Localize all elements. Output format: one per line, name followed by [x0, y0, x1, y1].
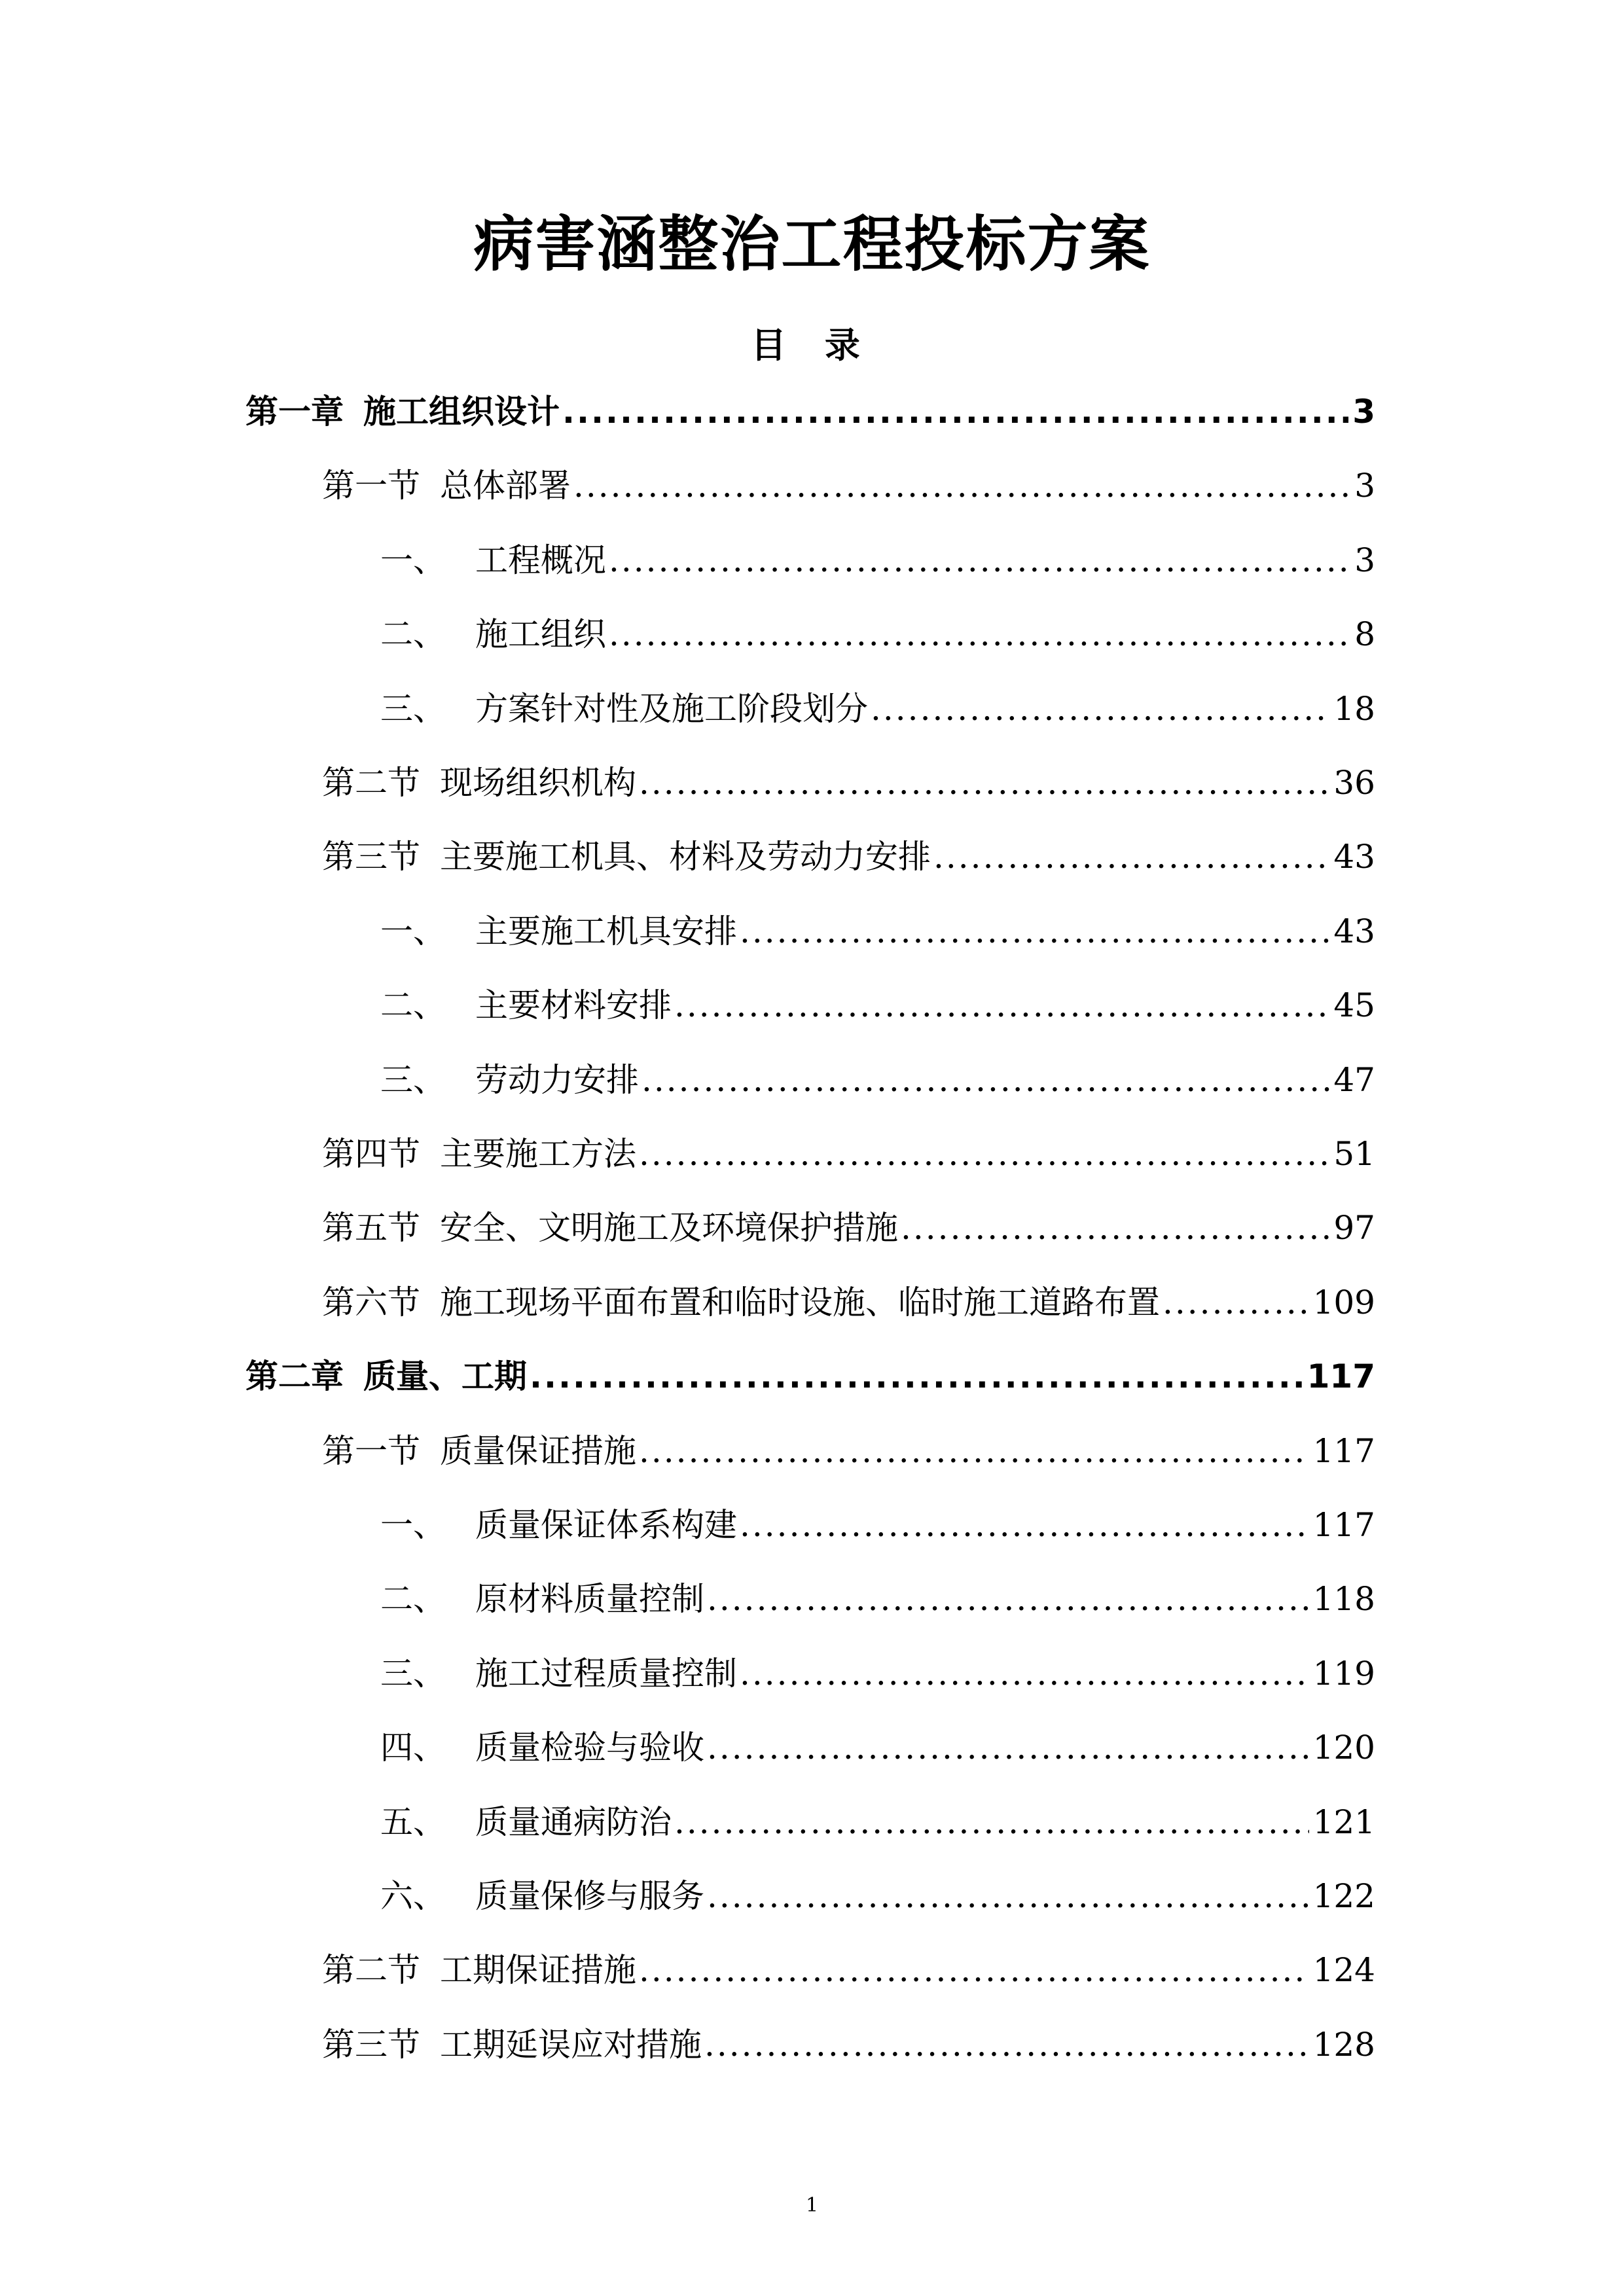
toc-section-entry[interactable] [322, 1933, 1375, 2007]
entry-title: 劳动力安排 [475, 1060, 639, 1099]
entry-page-number: 51 [1333, 1135, 1375, 1173]
entry-number: 二、 [380, 615, 446, 654]
dot-leader [571, 449, 1350, 523]
dot-leader [704, 1562, 1309, 1636]
entry-number: 一、 [380, 912, 446, 950]
entry-title: 主要施工机具安排 [475, 912, 737, 950]
toc-subsection-entry[interactable] [380, 524, 1375, 598]
toc-section-entry[interactable] [322, 1191, 1375, 1265]
entry-title: 质量检验与验收 [475, 1729, 704, 1767]
entry-title: 安全、文明施工及环境保护措施 [440, 1209, 898, 1247]
entry-number: 第一节 [322, 1431, 420, 1470]
entry-page-number: 97 [1333, 1209, 1375, 1247]
entry-number: 第四节 [322, 1135, 420, 1173]
entry-title: 施工组织 [475, 615, 606, 654]
dot-leader [898, 1191, 1329, 1265]
dot-leader [636, 746, 1329, 820]
toc-section-entry[interactable] [322, 820, 1375, 894]
dot-leader [606, 524, 1350, 598]
toc-subsection-entry[interactable] [380, 598, 1375, 672]
entry-page-number: 43 [1333, 912, 1375, 950]
entry-title: 工程概况 [475, 541, 606, 579]
document-title: 病害涵整治工程投标方案 [473, 209, 1151, 279]
toc-section-entry[interactable] [322, 1117, 1375, 1191]
entry-page-number: 128 [1312, 2025, 1375, 2064]
entry-page-number: 117 [1312, 1506, 1375, 1544]
dot-leader [737, 1488, 1309, 1562]
toc-chapter-entry[interactable] [245, 1340, 1375, 1414]
dot-leader [639, 1043, 1329, 1117]
toc-subsection-entry[interactable] [380, 1043, 1375, 1117]
entry-number: 一、 [380, 1506, 446, 1544]
entry-title: 质量保证措施 [440, 1431, 636, 1470]
toc-section-entry[interactable] [322, 1414, 1375, 1488]
dot-leader [704, 1859, 1309, 1933]
toc-subsection-entry[interactable] [380, 1785, 1375, 1859]
entry-page-number: 109 [1312, 1283, 1375, 1321]
toc-section-entry[interactable] [322, 1266, 1375, 1340]
entry-page-number: 3 [1354, 467, 1375, 505]
dot-leader [527, 1340, 1303, 1414]
toc-subsection-entry[interactable] [380, 1859, 1375, 1933]
entry-number: 五、 [380, 1803, 446, 1841]
entry-page-number: 45 [1333, 986, 1375, 1025]
entry-page-number: 118 [1312, 1580, 1375, 1619]
dot-leader [636, 1414, 1309, 1488]
entry-number: 一、 [380, 541, 446, 579]
entry-title: 施工现场平面布置和临时设施、临时施工道路布置 [440, 1283, 1160, 1321]
dot-leader [702, 2008, 1309, 2082]
dot-leader [1160, 1266, 1309, 1340]
entry-page-number: 3 [1352, 393, 1375, 431]
entry-number: 二、 [380, 1580, 446, 1619]
entry-title: 施工过程质量控制 [475, 1654, 737, 1693]
dot-leader [560, 375, 1348, 449]
dot-leader [737, 895, 1329, 969]
toc-subsection-entry[interactable] [380, 895, 1375, 969]
entry-number: 三、 [380, 1060, 446, 1099]
entry-number: 第三节 [322, 2025, 420, 2064]
entry-title: 方案针对性及施工阶段划分 [475, 689, 868, 728]
entry-number: 二、 [380, 986, 446, 1025]
entry-page-number: 8 [1354, 615, 1375, 654]
entry-number: 四、 [380, 1729, 446, 1767]
toc-subsection-entry[interactable] [380, 1711, 1375, 1785]
entry-title: 质量保修与服务 [475, 1877, 704, 1915]
entry-page-number: 117 [1307, 1357, 1375, 1396]
toc-subsection-entry[interactable] [380, 969, 1375, 1043]
dot-leader [636, 1933, 1309, 2007]
entry-page-number: 124 [1312, 1951, 1375, 1990]
entry-number: 第二节 [322, 764, 420, 802]
entry-title: 质量通病防治 [475, 1803, 672, 1841]
entry-page-number: 119 [1312, 1654, 1375, 1693]
dot-leader [737, 1637, 1309, 1711]
dot-leader [606, 598, 1350, 672]
entry-number: 第一章 [245, 393, 344, 431]
entry-number: 第五节 [322, 1209, 420, 1247]
entry-number: 第二节 [322, 1951, 420, 1990]
entry-page-number: 36 [1333, 764, 1375, 802]
toc-heading: 目 录 [751, 325, 873, 366]
entry-title: 原材料质量控制 [475, 1580, 704, 1619]
toc-subsection-entry[interactable] [380, 672, 1375, 746]
entry-title: 质量保证体系构建 [475, 1506, 737, 1544]
entry-title: 主要施工机具、材料及劳动力安排 [440, 838, 931, 876]
entry-page-number: 18 [1333, 689, 1375, 728]
dot-leader [636, 1117, 1329, 1191]
entry-page-number: 117 [1312, 1431, 1375, 1470]
dot-leader [704, 1711, 1309, 1785]
dot-leader [868, 672, 1329, 746]
entry-number: 第一节 [322, 467, 420, 505]
page-number: 1 [805, 2194, 819, 2217]
entry-number: 三、 [380, 689, 446, 728]
toc-section-entry[interactable] [322, 2008, 1375, 2082]
toc-chapter-entry[interactable] [245, 375, 1375, 449]
entry-title: 工期延误应对措施 [440, 2025, 702, 2064]
entry-title: 现场组织机构 [440, 764, 636, 802]
entry-title: 施工组织设计 [363, 393, 560, 431]
toc-section-entry[interactable] [322, 746, 1375, 820]
entry-page-number: 120 [1312, 1729, 1375, 1767]
entry-title: 工期保证措施 [440, 1951, 636, 1990]
entry-title: 主要施工方法 [440, 1135, 636, 1173]
entry-number: 第六节 [322, 1283, 420, 1321]
entry-title: 总体部署 [440, 467, 571, 505]
entry-number: 三、 [380, 1654, 446, 1693]
entry-number: 第二章 [245, 1357, 344, 1396]
entry-number: 六、 [380, 1877, 446, 1915]
toc-subsection-entry[interactable] [380, 1562, 1375, 1636]
dot-leader [672, 969, 1329, 1043]
dot-leader [931, 820, 1329, 894]
entry-page-number: 47 [1333, 1060, 1375, 1099]
entry-title: 主要材料安排 [475, 986, 672, 1025]
entry-title: 质量、工期 [363, 1357, 527, 1396]
entry-page-number: 3 [1354, 541, 1375, 579]
toc-subsection-entry[interactable] [380, 1637, 1375, 1711]
entry-page-number: 43 [1333, 838, 1375, 876]
dot-leader [672, 1785, 1309, 1859]
toc-section-entry[interactable] [322, 449, 1375, 523]
toc-subsection-entry[interactable] [380, 1488, 1375, 1562]
entry-page-number: 121 [1312, 1803, 1375, 1841]
entry-page-number: 122 [1312, 1877, 1375, 1915]
entry-number: 第三节 [322, 838, 420, 876]
